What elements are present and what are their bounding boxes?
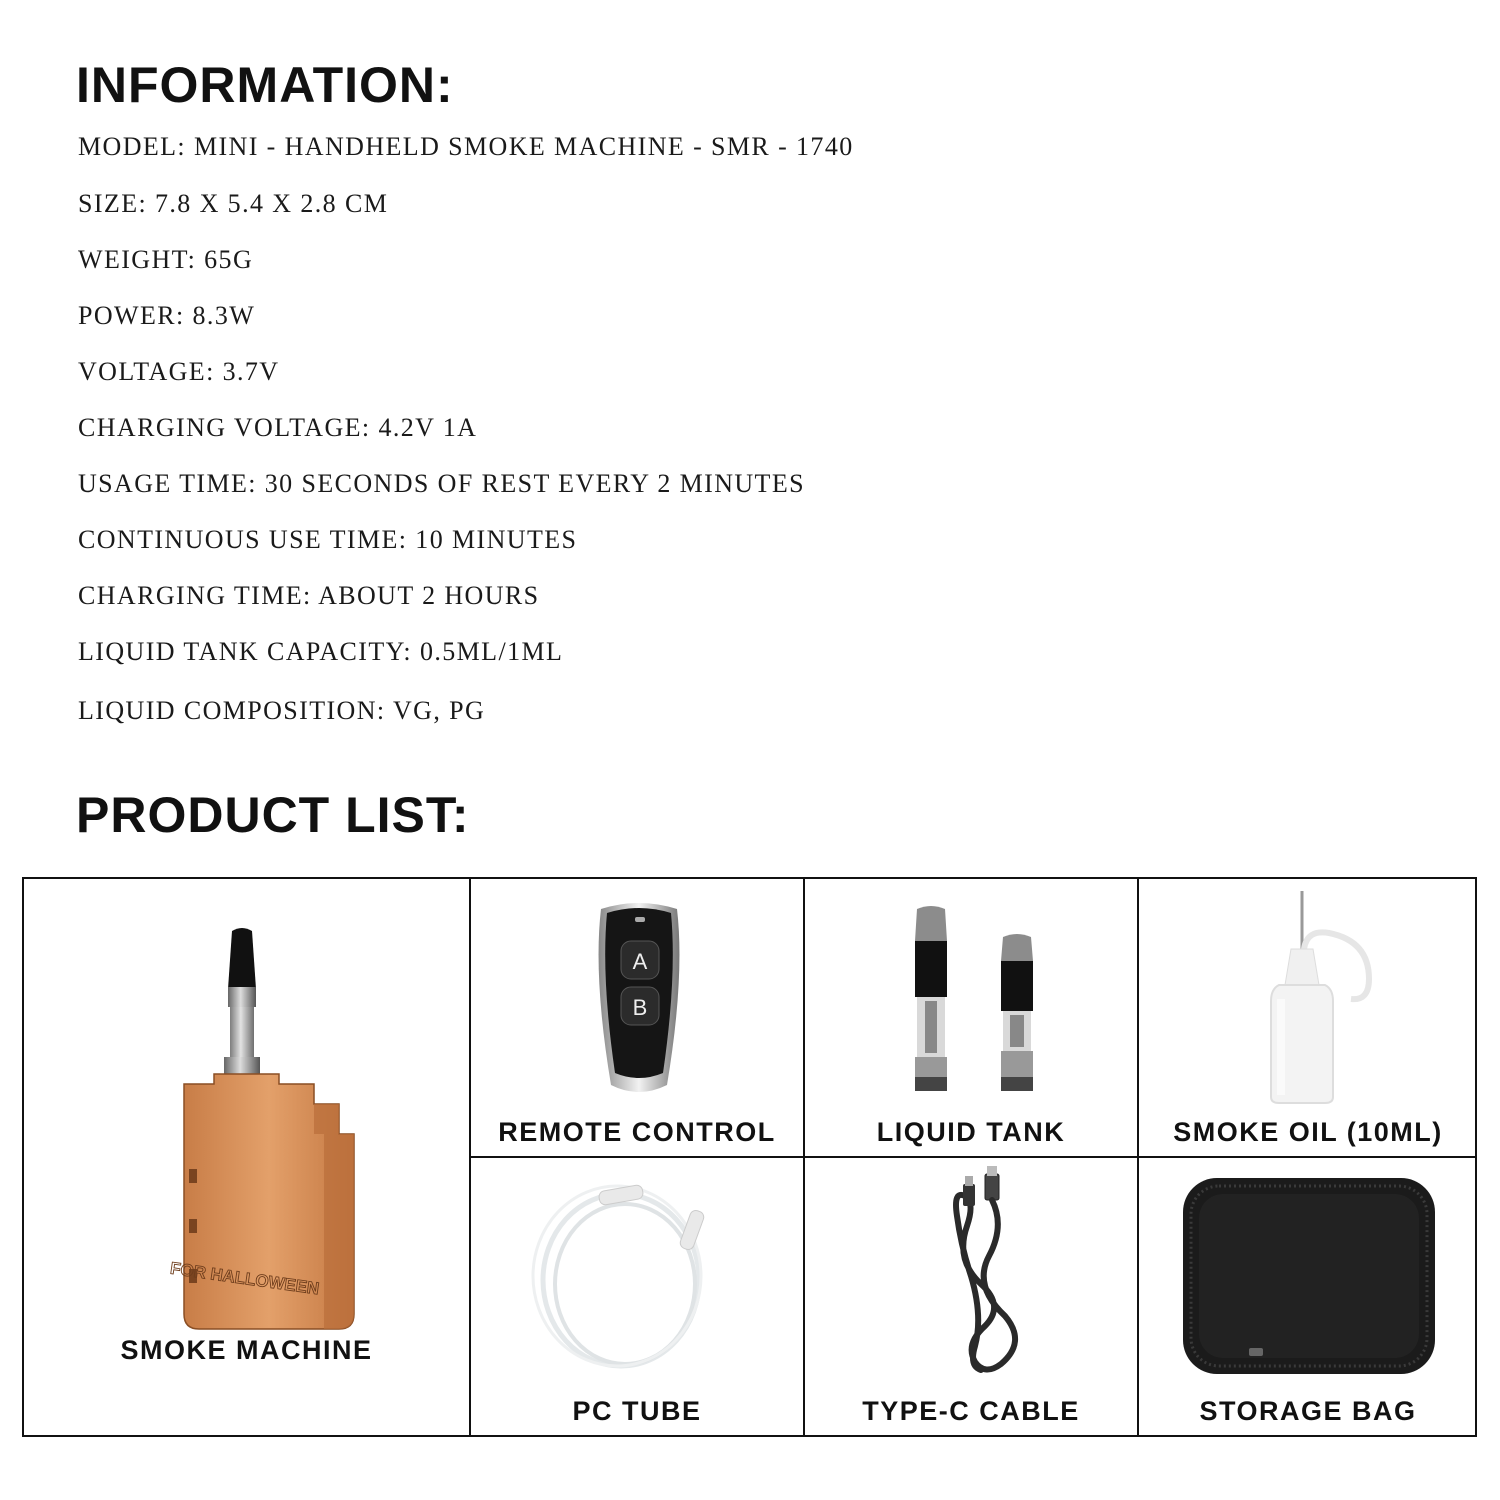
spec-size: SIZE: 7.8 X 5.4 X 2.8 CM <box>78 189 389 218</box>
product-grid <box>22 877 1477 1437</box>
spec-charging-voltage: CHARGING VOLTAGE: 4.2V 1A <box>78 413 478 442</box>
product-cell-remote-control <box>471 879 803 1156</box>
smoke-machine-image <box>24 919 469 1359</box>
spec-continuous-use-time: CONTINUOUS USE TIME: 10 MINUTES <box>78 525 578 554</box>
product-label: REMOTE CONTROL <box>498 1117 776 1147</box>
liquid-tank-image <box>805 901 1137 1111</box>
remote-button-b: B <box>632 995 648 1020</box>
product-label: PC TUBE <box>572 1396 702 1426</box>
product-label: STORAGE BAG <box>1199 1396 1417 1426</box>
product-cell-type-c-cable <box>805 1158 1137 1435</box>
spec-usage-time: USAGE TIME: 30 SECONDS OF REST EVERY 2 MINUTES <box>78 469 805 498</box>
spec-model: MODEL: MINI - HANDHELD SMOKE MACHINE - SMR - 1740 <box>78 132 854 161</box>
product-cell-smoke-oil <box>1139 879 1477 1156</box>
storage-bag-image <box>1139 1168 1477 1378</box>
pc-tube-image <box>471 1170 803 1380</box>
product-cell-smoke-machine <box>24 879 469 1435</box>
product-cell-pc-tube <box>471 1158 803 1435</box>
spec-charging-time: CHARGING TIME: ABOUT 2 HOURS <box>78 581 540 610</box>
remote-control-image <box>471 897 803 1107</box>
spec-voltage: VOLTAGE: 3.7V <box>78 357 280 386</box>
product-label: TYPE-C CABLE <box>862 1396 1080 1426</box>
product-cell-storage-bag <box>1139 1158 1477 1435</box>
product-label: SMOKE OIL (10ML) <box>1173 1117 1443 1147</box>
product-list-heading: PRODUCT LIST: <box>76 787 470 843</box>
smoke-oil-bottle-image <box>1139 889 1477 1109</box>
spec-liquid-composition: LIQUID COMPOSITION: VG, PG <box>78 696 486 725</box>
remote-button-a: A <box>632 949 648 974</box>
product-label: SMOKE MACHINE <box>120 1335 373 1365</box>
product-cell-liquid-tank <box>805 879 1137 1156</box>
product-label: LIQUID TANK <box>876 1117 1066 1147</box>
spec-power: POWER: 8.3W <box>78 301 256 330</box>
information-heading: INFORMATION: <box>76 57 454 113</box>
type-c-cable-image <box>805 1166 1137 1386</box>
spec-tank-capacity: LIQUID TANK CAPACITY: 0.5ML/1ML <box>78 637 564 666</box>
smoke-machine-engraving: FOR HALLOWEEN <box>169 1258 321 1299</box>
spec-weight: WEIGHT: 65G <box>78 245 254 274</box>
